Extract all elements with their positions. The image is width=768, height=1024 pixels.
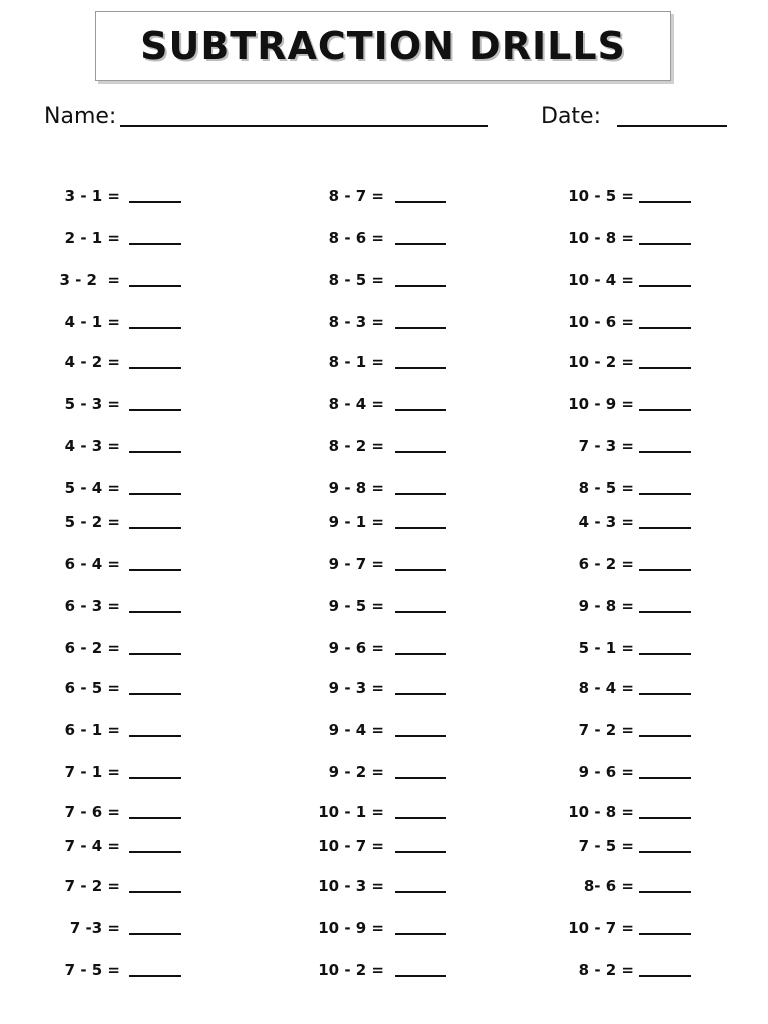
problem-row (0, 508, 768, 536)
problem-equation: 4 - 3 = (64, 437, 120, 455)
problem-equation: 10 - 2 = (568, 353, 634, 371)
problem-row (0, 634, 768, 662)
problem-equation: 10 - 6 = (568, 313, 634, 331)
problem-equation: 6 - 4 = (64, 555, 120, 573)
problem-equation: 10 - 7 = (318, 837, 384, 855)
problem-equation: 8 - 4 = (578, 679, 634, 697)
problem-equation: 9 - 7 = (328, 555, 384, 573)
problem-equation: 4 - 3 = (578, 513, 634, 531)
problem-equation: 9 - 6 = (578, 763, 634, 781)
problem-equation: 6 - 5 = (64, 679, 120, 697)
problem-equation: 4 - 1 = (64, 313, 120, 331)
answer-blank[interactable] (639, 851, 691, 853)
problem-equation: 5 - 3 = (64, 395, 120, 413)
date-label: Date: (541, 104, 601, 129)
problem-equation: 6 - 3 = (64, 597, 120, 615)
problem-equation: 8 - 5 = (328, 271, 384, 289)
problem-equation: 9 - 8 = (328, 479, 384, 497)
answer-blank[interactable] (639, 285, 691, 287)
name-label: Name: (44, 104, 117, 129)
problem-equation: 8 - 6 = (328, 229, 384, 247)
problem-row (0, 348, 768, 376)
problem-row (0, 832, 768, 860)
problem-row (0, 390, 768, 418)
problem-row (0, 308, 768, 336)
problem-equation: 10 - 8 = (568, 803, 634, 821)
problem-equation: 10 - 2 = (318, 961, 384, 979)
answer-blank[interactable] (639, 327, 691, 329)
answer-blank[interactable] (639, 569, 691, 571)
problem-row (0, 716, 768, 744)
problem-equation: 7 - 2 = (64, 877, 120, 895)
problem-equation: 10 - 8 = (568, 229, 634, 247)
problem-equation: 7 - 4 = (64, 837, 120, 855)
worksheet-title: SUBTRACTION DRILLS (140, 24, 626, 68)
problem-equation: 9 - 1 = (328, 513, 384, 531)
problem-equation: 5 - 4 = (64, 479, 120, 497)
problem-equation: 3 - 1 = (64, 187, 120, 205)
problem-equation: 7 - 1 = (64, 763, 120, 781)
answer-blank[interactable] (639, 817, 691, 819)
answer-blank[interactable] (639, 611, 691, 613)
answer-blank[interactable] (639, 527, 691, 529)
problem-equation: 9 - 8 = (578, 597, 634, 615)
problem-row (0, 432, 768, 460)
problem-equation: 8 - 2 = (578, 961, 634, 979)
problem-equation: 7 -3 = (69, 919, 120, 937)
problem-row (0, 798, 768, 826)
problem-equation: 9 - 2 = (328, 763, 384, 781)
problem-equation: 8- 6 = (583, 877, 634, 895)
problem-equation: 9 - 5 = (328, 597, 384, 615)
problem-equation: 7 - 5 = (64, 961, 120, 979)
problem-equation: 8 - 3 = (328, 313, 384, 331)
title-box (95, 11, 671, 81)
problem-row (0, 872, 768, 900)
problem-equation: 6 - 2 = (64, 639, 120, 657)
problem-equation: 3 - 2 = (59, 271, 120, 289)
answer-blank[interactable] (639, 735, 691, 737)
problem-row (0, 758, 768, 786)
problem-equation: 8 - 5 = (578, 479, 634, 497)
problem-equation: 9 - 6 = (328, 639, 384, 657)
problem-row (0, 674, 768, 702)
problem-row (0, 914, 768, 942)
problem-equation: 10 - 9 = (568, 395, 634, 413)
problem-equation: 10 - 3 = (318, 877, 384, 895)
problem-equation: 4 - 2 = (64, 353, 120, 371)
problem-row (0, 182, 768, 210)
problem-equation: 7 - 5 = (578, 837, 634, 855)
problem-equation: 10 - 5 = (568, 187, 634, 205)
answer-blank[interactable] (639, 975, 691, 977)
problem-equation: 6 - 1 = (64, 721, 120, 739)
answer-blank[interactable] (639, 891, 691, 893)
problem-equation: 10 - 7 = (568, 919, 634, 937)
problem-row (0, 474, 768, 502)
problem-equation: 8 - 7 = (328, 187, 384, 205)
problem-equation: 5 - 1 = (578, 639, 634, 657)
problem-equation: 7 - 2 = (578, 721, 634, 739)
answer-blank[interactable] (639, 777, 691, 779)
answer-blank[interactable] (639, 693, 691, 695)
problem-equation: 9 - 4 = (328, 721, 384, 739)
problem-row (0, 224, 768, 252)
problem-equation: 9 - 3 = (328, 679, 384, 697)
problem-row (0, 592, 768, 620)
answer-blank[interactable] (639, 933, 691, 935)
answer-blank[interactable] (639, 493, 691, 495)
problem-row (0, 266, 768, 294)
problem-equation: 7 - 3 = (578, 437, 634, 455)
problem-equation: 8 - 1 = (328, 353, 384, 371)
problem-equation: 6 - 2 = (578, 555, 634, 573)
problem-equation: 7 - 6 = (64, 803, 120, 821)
problem-equation: 2 - 1 = (64, 229, 120, 247)
answer-blank[interactable] (639, 367, 691, 369)
problem-equation: 10 - 4 = (568, 271, 634, 289)
problem-equation: 10 - 1 = (318, 803, 384, 821)
problem-equation: 10 - 9 = (318, 919, 384, 937)
answer-blank[interactable] (639, 243, 691, 245)
name-input-line[interactable] (120, 125, 488, 127)
problem-equation: 8 - 2 = (328, 437, 384, 455)
answer-blank[interactable] (639, 653, 691, 655)
problem-equation: 5 - 2 = (64, 513, 120, 531)
answer-blank[interactable] (639, 451, 691, 453)
date-input-line[interactable] (617, 125, 727, 127)
problem-row (0, 550, 768, 578)
answer-blank[interactable] (639, 409, 691, 411)
answer-blank[interactable] (639, 201, 691, 203)
problem-row (0, 956, 768, 984)
problem-equation: 8 - 4 = (328, 395, 384, 413)
